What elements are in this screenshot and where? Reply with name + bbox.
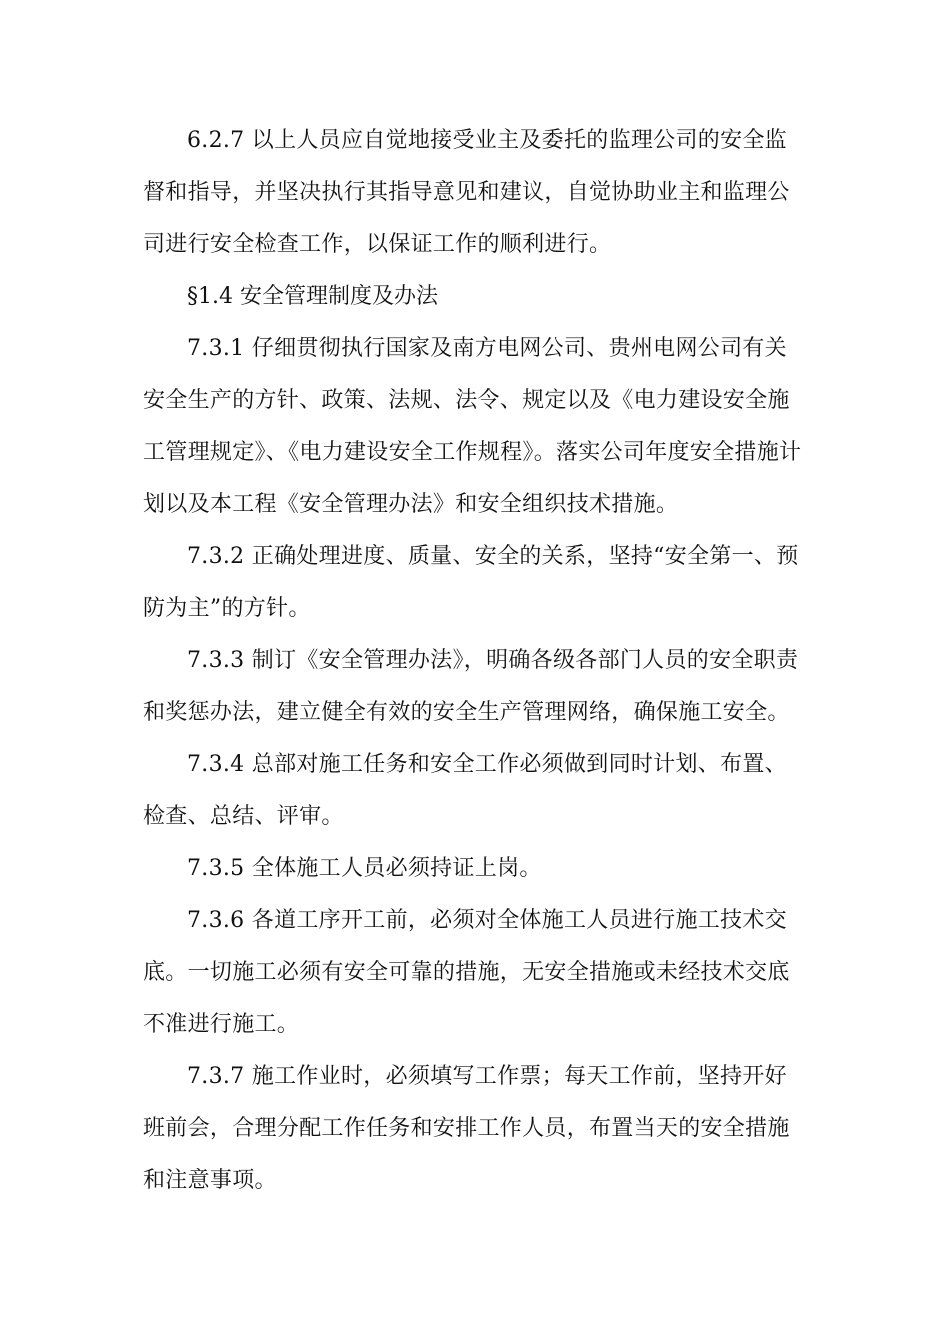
paragraph-7-3-6: 7.3.6 各道工序开工前，必须对全体施工人员进行施工技术交底。一切施工必须有安全可靠的措施，无安全措施或未经技术交底不准进行施工。 bbox=[143, 908, 790, 1037]
paragraph-7-3-1: 7.3.1 仔细贯彻执行国家及南方电网公司、贵州电网公司有关安全生产的方针、政策、法规、法令、规定以及《电力建设安全施工管理规定》、《电力建设安全工作规程》。落实公司年度安全措施计划以及本工程《安全管理办法》和安全组织技术措施。 bbox=[143, 336, 802, 517]
document-body bbox=[143, 115, 808, 1207]
paragraph-7-3-2: 7.3.2 正确处理进度、质量、安全的关系，坚持“安全第一、预防为主”的方针。 bbox=[143, 544, 799, 621]
paragraph-7-3-7: 7.3.7 施工作业时，必须填写工作票；每天工作前，坚持开好班前会，合理分配工作任务和安排工作人员，布置当天的安全措施和注意事项。 bbox=[143, 1064, 790, 1193]
paragraph-7-3-5: 7.3.5 全体施工人员必须持证上岗。 bbox=[187, 856, 542, 881]
paragraph-7-3-4: 7.3.4 总部对施工任务和安全工作必须做到同时计划、布置、检查、总结、评审。 bbox=[143, 752, 787, 829]
paragraph-6-2-7: 6.2.7 以上人员应自觉地接受业主及委托的监理公司的安全监督和指导，并坚决执行其指导意见和建议，自觉协助业主和监理公司进行安全检查工作，以保证工作的顺利进行。 bbox=[143, 128, 790, 257]
section-heading-1-4: §1.4 安全管理制度及办法 bbox=[187, 284, 438, 309]
paragraph-7-3-3: 7.3.3 制订《安全管理办法》，明确各级各部门人员的安全职责和奖惩办法，建立健全有效的安全生产管理网络，确保施工安全。 bbox=[143, 648, 799, 725]
